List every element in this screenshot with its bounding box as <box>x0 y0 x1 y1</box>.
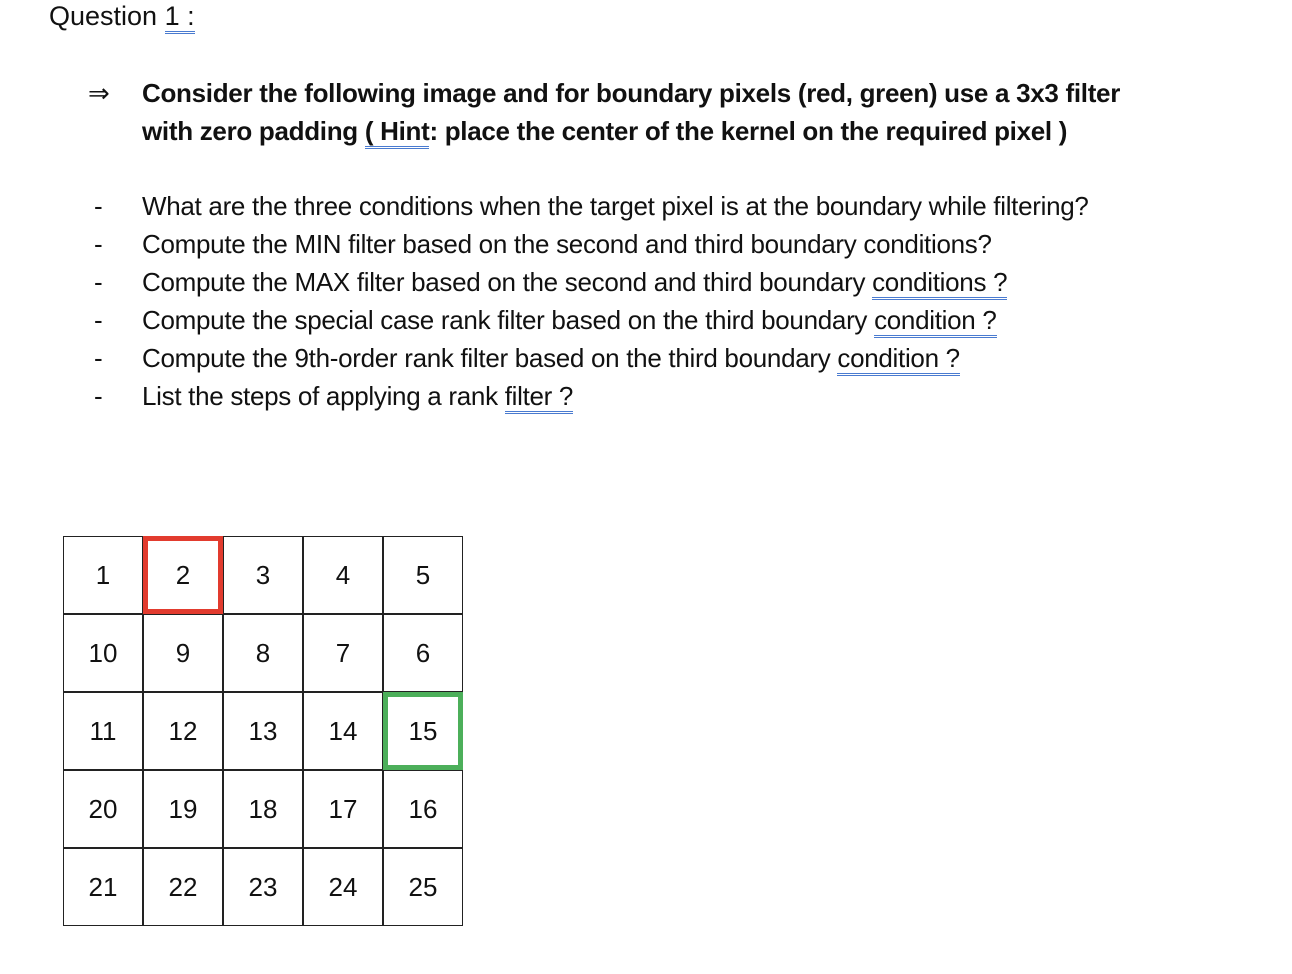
intro-line-2-end: : place the center of the kernel on the required pixel ) <box>429 116 1068 146</box>
list-dash: - <box>94 191 103 221</box>
grid-cell: 22 <box>143 848 223 926</box>
grid-cell: 21 <box>63 848 143 926</box>
list-dash: - <box>94 381 103 411</box>
question-text: Compute the MAX filter based on the second and third boundary <box>142 267 873 297</box>
list-item <box>94 263 1244 301</box>
grid-cell-green-boundary: 15 <box>383 692 463 770</box>
question-text: Compute the special case rank filter based on the third boundary <box>142 305 875 335</box>
list-item <box>94 187 1244 225</box>
question-label: Question <box>49 1 158 31</box>
grid-cell: 20 <box>63 770 143 848</box>
question-underlined-text: condition ? <box>837 343 959 376</box>
grid-cell: 25 <box>383 848 463 926</box>
hint-label: ( Hint <box>365 116 430 149</box>
question-text: What are the three conditions when the target pixel is at the boundary while filtering? <box>142 191 1089 221</box>
grid-cell: 23 <box>223 848 303 926</box>
question-number: 1 : <box>165 1 195 34</box>
question-text: Compute the MIN filter based on the second and third boundary conditions? <box>142 229 992 259</box>
question-underlined-text: condition ? <box>874 305 996 338</box>
intro-text <box>142 74 1120 150</box>
question-list <box>94 187 1244 415</box>
grid-cell: 13 <box>223 692 303 770</box>
list-dash: - <box>94 267 103 297</box>
intro-line-2 <box>142 112 1120 150</box>
question-text: List the steps of applying a rank <box>142 381 505 411</box>
grid-cell: 9 <box>143 614 223 692</box>
question-text: Compute the 9th-order rank filter based on the third boundary <box>142 343 838 373</box>
list-item <box>94 339 1244 377</box>
grid-cell: 19 <box>143 770 223 848</box>
grid-cell: 17 <box>303 770 383 848</box>
grid-cell: 5 <box>383 536 463 614</box>
list-item <box>94 225 1244 263</box>
list-dash: - <box>94 343 103 373</box>
implies-arrow-icon: ⇒ <box>88 78 110 108</box>
list-dash: - <box>94 305 103 335</box>
grid-cell: 10 <box>63 614 143 692</box>
question-heading <box>49 0 195 32</box>
grid-cell: 7 <box>303 614 383 692</box>
grid-cell: 1 <box>63 536 143 614</box>
question-underlined-text: conditions ? <box>872 267 1007 300</box>
grid-cell: 14 <box>303 692 383 770</box>
grid-cell: 16 <box>383 770 463 848</box>
grid-cell-red-boundary: 2 <box>143 536 223 614</box>
grid-cell: 8 <box>223 614 303 692</box>
grid-cell: 3 <box>223 536 303 614</box>
list-item <box>94 377 1244 415</box>
intro-line-1: Consider the following image and for boundary pixels (red, green) use a 3x3 filter <box>142 78 1121 108</box>
intro-line-2-start: with zero padding <box>142 116 365 146</box>
grid-cell: 12 <box>143 692 223 770</box>
grid-cell: 4 <box>303 536 383 614</box>
grid-cell: 6 <box>383 614 463 692</box>
grid-cell: 24 <box>303 848 383 926</box>
question-underlined-text: filter ? <box>505 381 573 414</box>
list-item <box>94 301 1244 339</box>
grid-cell: 18 <box>223 770 303 848</box>
pixel-grid <box>63 536 463 930</box>
list-dash: - <box>94 229 103 259</box>
grid-cell: 11 <box>63 692 143 770</box>
